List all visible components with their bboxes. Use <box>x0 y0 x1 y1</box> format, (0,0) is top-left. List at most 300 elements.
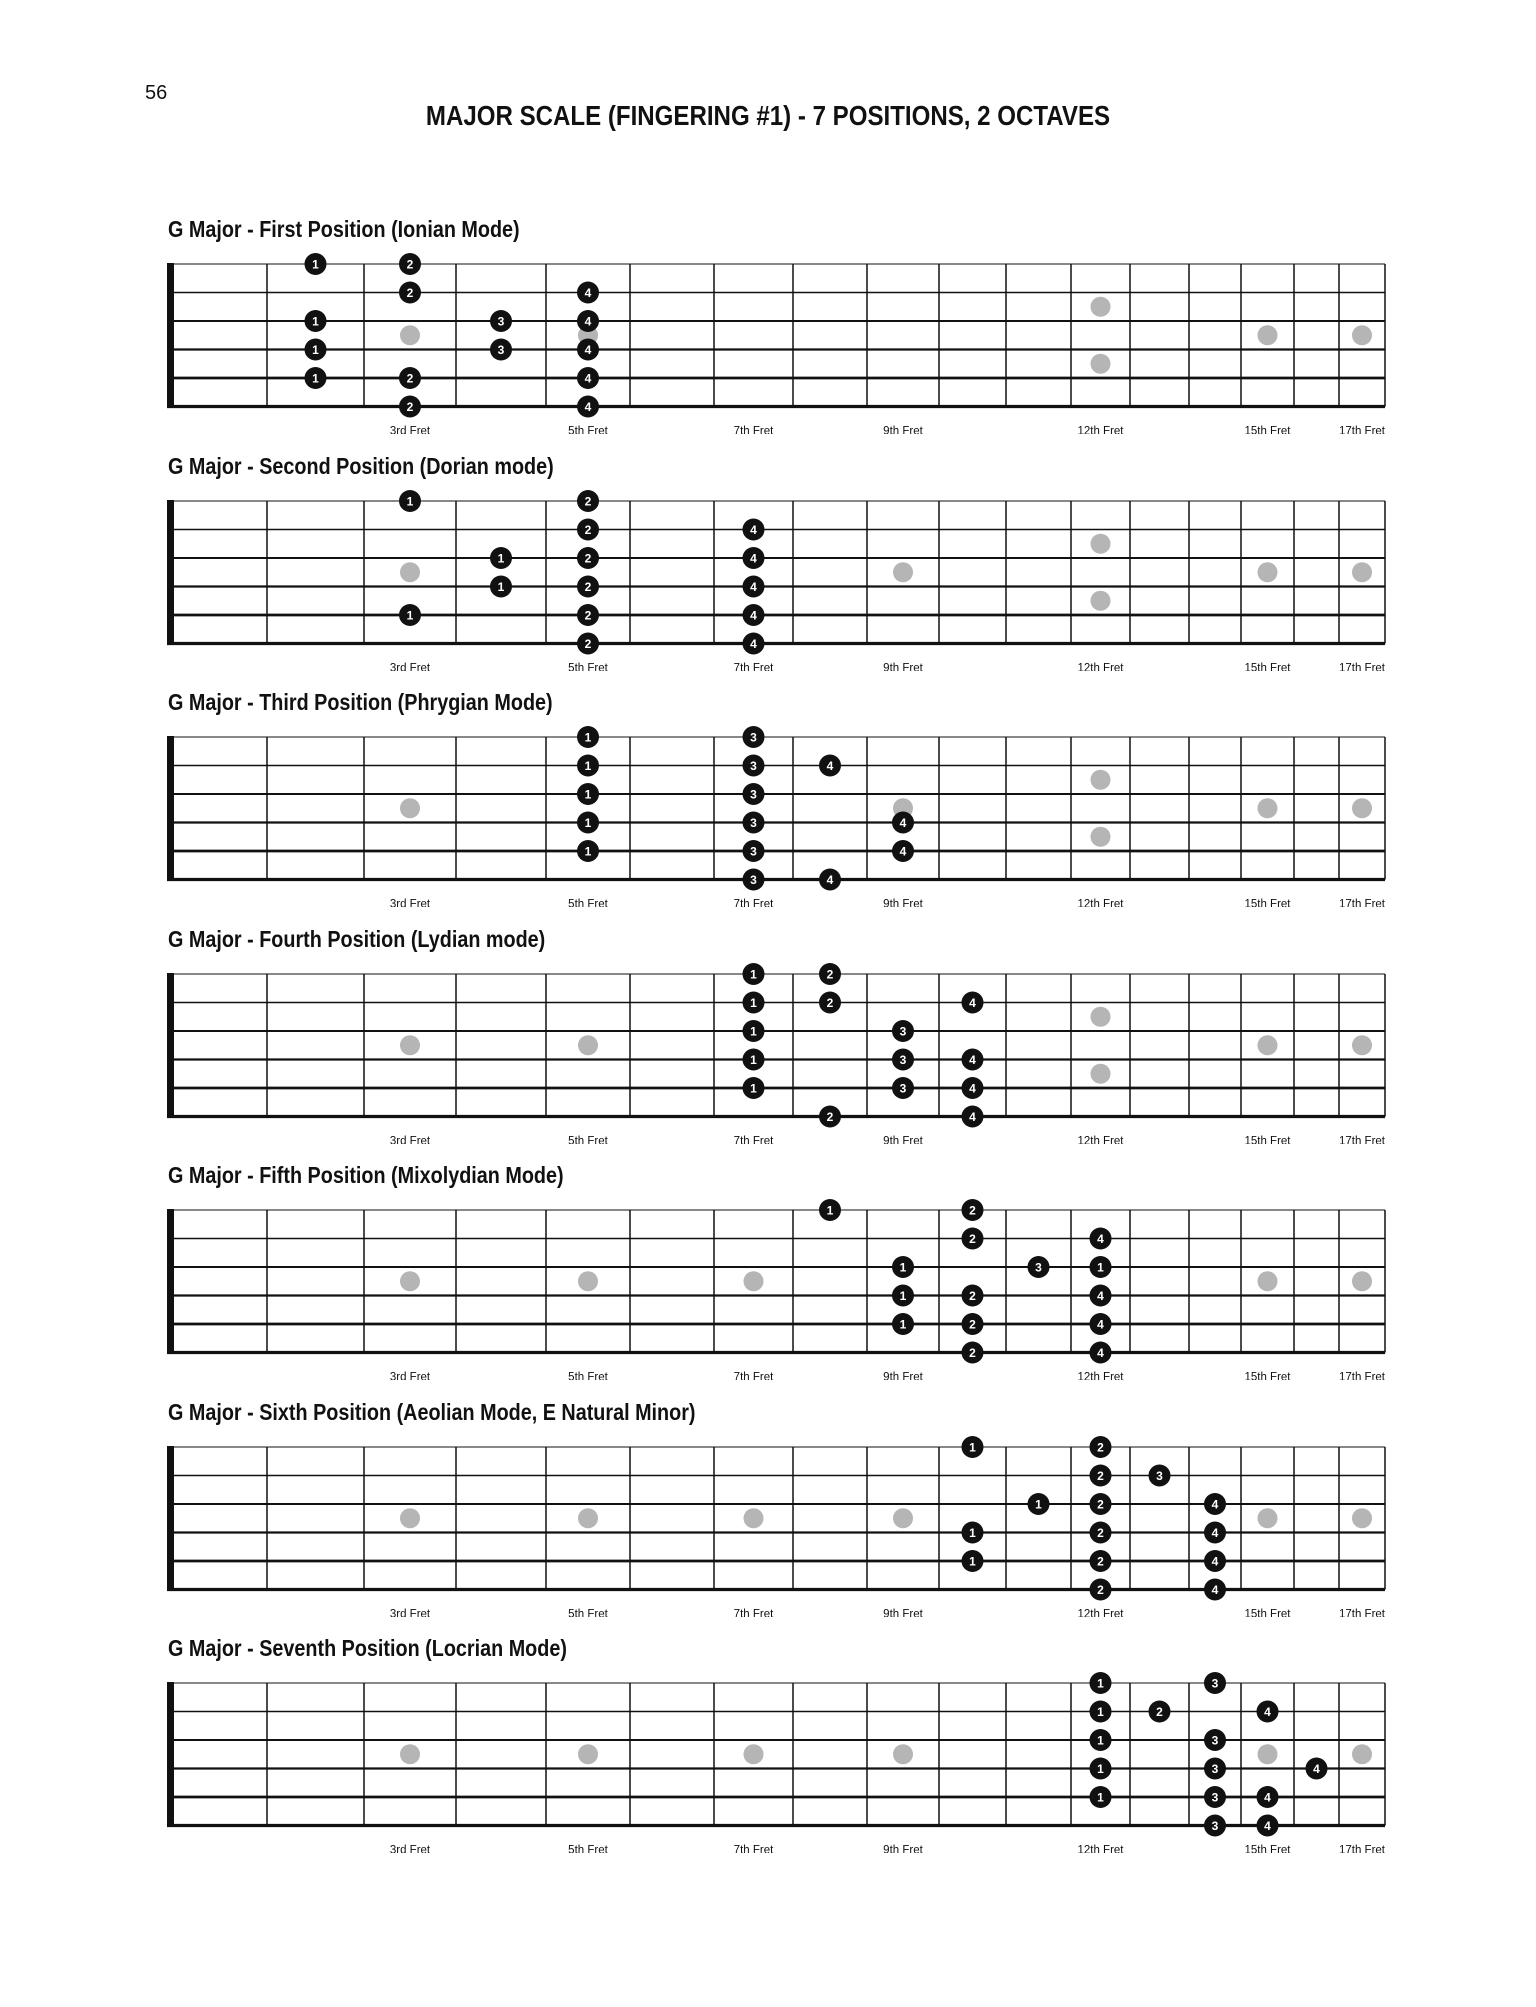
nut <box>167 973 174 1118</box>
finger-number: 2 <box>969 1232 976 1246</box>
finger-number: 4 <box>1211 1497 1219 1511</box>
scale-note <box>962 1285 984 1307</box>
finger-number: 2 <box>1097 1525 1104 1540</box>
diagram-title: G Major - Second Position (Dorian mode) <box>168 452 554 479</box>
fretboard-diagram <box>0 481 1536 671</box>
finger-number: 1 <box>312 343 319 357</box>
scale-note <box>1090 1256 1112 1278</box>
fret-label: 12th Fret <box>1077 898 1124 907</box>
nut <box>167 500 174 645</box>
scale-note <box>1090 1436 1112 1458</box>
scale-note <box>1090 1493 1112 1515</box>
fret-label: 12th Fret <box>1077 1608 1124 1617</box>
fret-inlay-marker <box>744 1508 764 1528</box>
finger-number: 3 <box>750 844 757 859</box>
finger-number: 2 <box>1097 1440 1104 1454</box>
fret-label: 12th Fret <box>1077 1844 1124 1853</box>
finger-number: 1 <box>750 967 757 981</box>
finger-number: 2 <box>406 257 414 272</box>
finger-number: 2 <box>584 608 592 622</box>
fret-label: 3rd Fret <box>389 1135 431 1144</box>
finger-number: 3 <box>1211 1733 1219 1748</box>
fret-inlay-marker <box>893 562 913 582</box>
fret-label: 9th Fret <box>883 898 923 907</box>
scale-note <box>1090 1758 1112 1780</box>
scale-note <box>743 726 765 748</box>
scale-note <box>1028 1493 1050 1515</box>
finger-number: 4 <box>1313 1762 1320 1776</box>
fretboard-diagram <box>0 244 1536 434</box>
finger-number: 1 <box>969 1525 976 1540</box>
scale-note <box>305 253 327 275</box>
finger-number: 1 <box>584 730 592 745</box>
fret-inlay-marker <box>1091 354 1111 374</box>
finger-number: 2 <box>826 967 834 981</box>
fret-label: 17th Fret <box>1338 425 1386 434</box>
scale-note <box>577 518 599 540</box>
scale-note <box>743 963 765 985</box>
scale-note <box>1204 1729 1226 1751</box>
finger-number: 2 <box>406 400 414 414</box>
fretboard-diagram <box>0 954 1536 1144</box>
finger-number: 1 <box>969 1554 976 1568</box>
finger-number: 2 <box>1097 1468 1104 1483</box>
finger-number: 1 <box>1097 1762 1104 1776</box>
scale-note <box>399 253 421 275</box>
scale-note <box>743 783 765 805</box>
diagram-title: G Major - Fourth Position (Lydian mode) <box>168 925 546 952</box>
fret-inlay-marker <box>400 798 420 818</box>
scale-note <box>490 575 512 597</box>
fret-inlay-marker <box>1352 1744 1372 1764</box>
scale-note <box>1306 1758 1328 1780</box>
finger-number: 4 <box>750 579 757 594</box>
scale-note <box>490 547 512 569</box>
fret-label: 9th Fret <box>883 425 923 434</box>
nut <box>167 1682 174 1827</box>
scale-note <box>1090 1672 1112 1694</box>
scale-note <box>962 1228 984 1250</box>
scale-note <box>743 547 765 569</box>
fret-label: 5th Fret <box>568 1371 608 1380</box>
nut <box>167 736 174 881</box>
fret-label: 15th Fret <box>1244 425 1291 434</box>
finger-number: 2 <box>1156 1705 1163 1719</box>
finger-number: 3 <box>899 1052 907 1067</box>
scale-note <box>1090 1701 1112 1723</box>
finger-number: 4 <box>1097 1317 1104 1332</box>
fret-inlay-marker <box>1352 325 1372 345</box>
fret-label: 3rd Fret <box>389 898 431 907</box>
scale-note <box>1090 1285 1112 1307</box>
fret-inlay-marker <box>744 1744 764 1764</box>
scale-note <box>577 575 599 597</box>
scale-note <box>577 547 599 569</box>
finger-number: 4 <box>969 1109 976 1124</box>
fret-label: 7th Fret <box>733 662 774 671</box>
fret-label: 12th Fret <box>1077 1135 1124 1144</box>
fret-label: 17th Fret <box>1338 898 1386 907</box>
scale-note <box>892 1285 914 1307</box>
fret-inlay-marker <box>400 325 420 345</box>
finger-number: 2 <box>826 995 834 1010</box>
finger-number: 3 <box>899 1024 907 1038</box>
scale-note <box>743 840 765 862</box>
scale-note <box>962 1077 984 1099</box>
scale-note <box>1090 1578 1112 1600</box>
scale-note <box>962 1550 984 1572</box>
scale-note <box>1204 1815 1226 1837</box>
finger-number: 1 <box>1097 1260 1104 1275</box>
fret-label: 17th Fret <box>1338 1371 1386 1380</box>
scale-note <box>743 812 765 834</box>
finger-number: 4 <box>1264 1705 1271 1719</box>
finger-number: 1 <box>1097 1790 1104 1805</box>
finger-number: 2 <box>584 494 592 508</box>
fret-label: 5th Fret <box>568 662 608 671</box>
fret-label: 3rd Fret <box>389 1371 431 1380</box>
finger-number: 1 <box>584 787 592 802</box>
finger-number: 1 <box>497 579 505 594</box>
fretboard-diagram <box>0 1190 1536 1380</box>
scale-note <box>819 755 841 777</box>
scale-note <box>892 1313 914 1335</box>
scale-note <box>1204 1578 1226 1600</box>
fret-label: 15th Fret <box>1244 898 1291 907</box>
finger-number: 4 <box>750 522 757 537</box>
fretboard-diagram <box>0 1663 1536 1853</box>
scale-note <box>1090 1464 1112 1486</box>
scale-note <box>1204 1672 1226 1694</box>
page-title: MAJOR SCALE (FINGERING #1) - 7 POSITIONS, 2 OCTAVES <box>425 100 1111 131</box>
scale-note <box>577 840 599 862</box>
fret-label: 15th Fret <box>1244 1608 1291 1617</box>
scale-note <box>1149 1464 1171 1486</box>
scale-note <box>577 812 599 834</box>
finger-number: 2 <box>969 1317 976 1332</box>
finger-number: 1 <box>750 1052 757 1067</box>
finger-number: 2 <box>584 579 592 594</box>
fret-inlay-marker <box>1091 827 1111 847</box>
scale-note <box>305 310 327 332</box>
finger-number: 1 <box>1035 1497 1042 1511</box>
scale-note <box>743 1020 765 1042</box>
fret-label: 3rd Fret <box>389 425 431 434</box>
finger-number: 4 <box>899 816 907 830</box>
finger-number: 4 <box>750 636 757 651</box>
finger-number: 4 <box>1211 1582 1219 1597</box>
nut <box>167 1209 174 1354</box>
fret-label: 15th Fret <box>1244 1844 1291 1853</box>
fret-label: 5th Fret <box>568 1608 608 1617</box>
scale-note <box>962 1436 984 1458</box>
fret-inlay-marker <box>578 1035 598 1055</box>
finger-number: 1 <box>406 494 414 508</box>
scale-note <box>743 575 765 597</box>
fret-label: 3rd Fret <box>389 662 431 671</box>
scale-note <box>1204 1786 1226 1808</box>
scale-note <box>962 1521 984 1543</box>
fret-label: 17th Fret <box>1338 1608 1386 1617</box>
finger-number: 3 <box>750 787 757 802</box>
scale-note <box>1204 1758 1226 1780</box>
scale-note <box>1090 1729 1112 1751</box>
finger-number: 4 <box>826 759 834 773</box>
finger-number: 2 <box>969 1289 976 1303</box>
finger-number: 1 <box>750 1081 757 1095</box>
diagram-title: G Major - First Position (Ionian Mode) <box>168 216 520 242</box>
diagram-title: G Major - Fifth Position (Mixolydian Mode) <box>168 1162 564 1188</box>
finger-number: 2 <box>1097 1582 1104 1597</box>
finger-number: 1 <box>312 314 319 329</box>
scale-note <box>1204 1493 1226 1515</box>
fret-label: 12th Fret <box>1077 662 1124 671</box>
finger-number: 3 <box>497 343 505 357</box>
scale-note <box>1090 1550 1112 1572</box>
fret-inlay-marker <box>1091 590 1111 610</box>
finger-number: 4 <box>899 844 907 859</box>
scale-note <box>577 490 599 512</box>
scale-note <box>399 490 421 512</box>
scale-note <box>1090 1228 1112 1250</box>
finger-number: 3 <box>1211 1762 1219 1776</box>
finger-number: 4 <box>826 873 834 887</box>
scale-note <box>399 367 421 389</box>
fretboard-diagram <box>0 1427 1536 1617</box>
fret-inlay-marker <box>1258 1271 1278 1291</box>
scale-note <box>1204 1550 1226 1572</box>
fret-inlay-marker <box>1091 533 1111 553</box>
fret-inlay-marker <box>1091 1063 1111 1083</box>
fret-inlay-marker <box>1352 1035 1372 1055</box>
fret-label: 17th Fret <box>1338 1135 1386 1144</box>
scale-note <box>1149 1701 1171 1723</box>
scale-note <box>577 604 599 626</box>
diagram-title: G Major - Seventh Position (Locrian Mode) <box>168 1635 567 1661</box>
finger-number: 1 <box>899 1289 907 1303</box>
finger-number: 1 <box>899 1317 907 1332</box>
scale-note <box>819 991 841 1013</box>
fret-label: 7th Fret <box>733 1371 774 1380</box>
fret-label: 7th Fret <box>733 425 774 434</box>
scale-note <box>819 1199 841 1221</box>
finger-number: 2 <box>406 371 414 386</box>
scale-note <box>819 869 841 891</box>
scale-note <box>490 339 512 361</box>
finger-number: 1 <box>312 257 319 272</box>
scale-note <box>577 310 599 332</box>
scale-note <box>399 282 421 304</box>
fret-inlay-marker <box>400 562 420 582</box>
finger-number: 4 <box>750 608 757 622</box>
finger-number: 3 <box>899 1081 907 1095</box>
finger-number: 2 <box>406 286 414 300</box>
scale-note <box>962 1342 984 1364</box>
scale-note <box>577 367 599 389</box>
scale-note <box>962 1048 984 1070</box>
finger-number: 2 <box>969 1203 976 1218</box>
finger-number: 1 <box>750 995 757 1010</box>
finger-number: 4 <box>584 343 592 357</box>
finger-number: 4 <box>584 400 592 414</box>
finger-number: 3 <box>497 314 505 329</box>
scale-note <box>1090 1786 1112 1808</box>
diagram-title: G Major - Third Position (Phrygian Mode) <box>168 689 553 715</box>
fret-label: 7th Fret <box>733 898 774 907</box>
scale-note <box>819 963 841 985</box>
scale-note <box>1257 1815 1279 1837</box>
fret-label: 15th Fret <box>1244 1135 1291 1144</box>
scale-note <box>1090 1313 1112 1335</box>
nut <box>167 1446 174 1591</box>
scale-note <box>577 339 599 361</box>
fret-inlay-marker <box>578 1744 598 1764</box>
fret-label: 9th Fret <box>883 1135 923 1144</box>
finger-number: 1 <box>750 1024 757 1038</box>
finger-number: 1 <box>1097 1676 1104 1691</box>
scale-note <box>962 1105 984 1127</box>
nut <box>167 263 174 408</box>
fret-label: 7th Fret <box>733 1608 774 1617</box>
scale-note <box>305 367 327 389</box>
scale-note <box>1204 1521 1226 1543</box>
scale-note <box>819 1105 841 1127</box>
finger-number: 3 <box>1211 1676 1219 1691</box>
fret-inlay-marker <box>744 1271 764 1291</box>
fret-label: 9th Fret <box>883 1608 923 1617</box>
fret-label: 7th Fret <box>733 1135 774 1144</box>
finger-number: 1 <box>312 371 319 386</box>
scale-note <box>743 1048 765 1070</box>
finger-number: 3 <box>1035 1260 1042 1275</box>
fret-label: 15th Fret <box>1244 662 1291 671</box>
scale-note <box>892 1020 914 1042</box>
finger-number: 2 <box>969 1346 976 1360</box>
fret-label: 5th Fret <box>568 425 608 434</box>
fret-label: 12th Fret <box>1077 425 1124 434</box>
finger-number: 2 <box>584 522 592 537</box>
scale-note <box>577 396 599 418</box>
fret-label: 5th Fret <box>568 1844 608 1853</box>
finger-number: 1 <box>584 844 592 859</box>
scale-note <box>892 1048 914 1070</box>
scale-note <box>743 991 765 1013</box>
finger-number: 4 <box>969 1081 976 1095</box>
fret-label: 5th Fret <box>568 1135 608 1144</box>
finger-number: 1 <box>1097 1733 1104 1748</box>
finger-number: 1 <box>826 1203 834 1218</box>
scale-note <box>1257 1701 1279 1723</box>
finger-number: 3 <box>750 816 757 830</box>
scale-note <box>1028 1256 1050 1278</box>
scale-note <box>1257 1786 1279 1808</box>
finger-number: 4 <box>584 314 592 329</box>
fretboard-diagram <box>0 717 1536 907</box>
finger-number: 2 <box>826 1109 834 1124</box>
fret-inlay-marker <box>1258 325 1278 345</box>
diagram-title: G Major - Sixth Position (Aeolian Mode, E Natural Minor) <box>168 1398 696 1425</box>
scale-note <box>577 783 599 805</box>
fret-inlay-marker <box>1352 562 1372 582</box>
fret-label: 9th Fret <box>883 662 923 671</box>
finger-number: 4 <box>969 1052 976 1067</box>
scale-note <box>305 339 327 361</box>
fret-inlay-marker <box>400 1508 420 1528</box>
scale-note <box>577 632 599 654</box>
scale-note <box>399 604 421 626</box>
fret-inlay-marker <box>578 1271 598 1291</box>
finger-number: 4 <box>584 286 592 300</box>
fret-label: 5th Fret <box>568 898 608 907</box>
finger-number: 2 <box>584 636 592 651</box>
scale-note <box>743 869 765 891</box>
fret-inlay-marker <box>1258 562 1278 582</box>
finger-number: 4 <box>1264 1819 1271 1833</box>
scale-note <box>962 991 984 1013</box>
fret-inlay-marker <box>400 1744 420 1764</box>
finger-number: 3 <box>1211 1790 1219 1805</box>
finger-number: 1 <box>1097 1705 1104 1719</box>
finger-number: 4 <box>1097 1232 1104 1246</box>
fret-inlay-marker <box>1091 1006 1111 1026</box>
scale-note <box>1090 1521 1112 1543</box>
fret-label: 7th Fret <box>733 1844 774 1853</box>
fret-label: 3rd Fret <box>389 1608 431 1617</box>
finger-number: 3 <box>750 730 757 745</box>
finger-number: 2 <box>1097 1554 1104 1568</box>
scale-note <box>577 755 599 777</box>
fret-label: 9th Fret <box>883 1371 923 1380</box>
finger-number: 4 <box>1211 1554 1219 1568</box>
scale-note <box>1090 1342 1112 1364</box>
scale-note <box>892 840 914 862</box>
scale-note <box>743 518 765 540</box>
finger-number: 4 <box>969 995 976 1010</box>
fret-inlay-marker <box>1258 1035 1278 1055</box>
finger-number: 4 <box>1097 1289 1104 1303</box>
fret-inlay-marker <box>1258 1508 1278 1528</box>
fret-inlay-marker <box>1258 798 1278 818</box>
scale-note <box>892 1077 914 1099</box>
fret-inlay-marker <box>1258 1744 1278 1764</box>
finger-number: 2 <box>584 551 592 565</box>
scale-note <box>399 396 421 418</box>
finger-number: 4 <box>584 371 592 386</box>
scale-note <box>743 632 765 654</box>
scale-note <box>962 1199 984 1221</box>
scale-note <box>577 282 599 304</box>
fret-inlay-marker <box>1352 1271 1372 1291</box>
fret-inlay-marker <box>400 1035 420 1055</box>
scale-note <box>577 726 599 748</box>
scale-note <box>962 1313 984 1335</box>
fret-label: 3rd Fret <box>389 1844 431 1853</box>
finger-number: 2 <box>1097 1497 1104 1511</box>
finger-number: 3 <box>1211 1819 1219 1833</box>
finger-number: 1 <box>406 608 414 622</box>
scale-note <box>743 1077 765 1099</box>
fret-inlay-marker <box>1091 297 1111 317</box>
finger-number: 4 <box>750 551 757 565</box>
fret-label: 17th Fret <box>1338 662 1386 671</box>
finger-number: 3 <box>750 759 757 773</box>
page-number: 56 <box>145 82 168 104</box>
fret-inlay-marker <box>400 1271 420 1291</box>
scale-note <box>892 812 914 834</box>
fret-inlay-marker <box>893 1744 913 1764</box>
fret-label: 17th Fret <box>1338 1844 1386 1853</box>
finger-number: 1 <box>584 816 592 830</box>
